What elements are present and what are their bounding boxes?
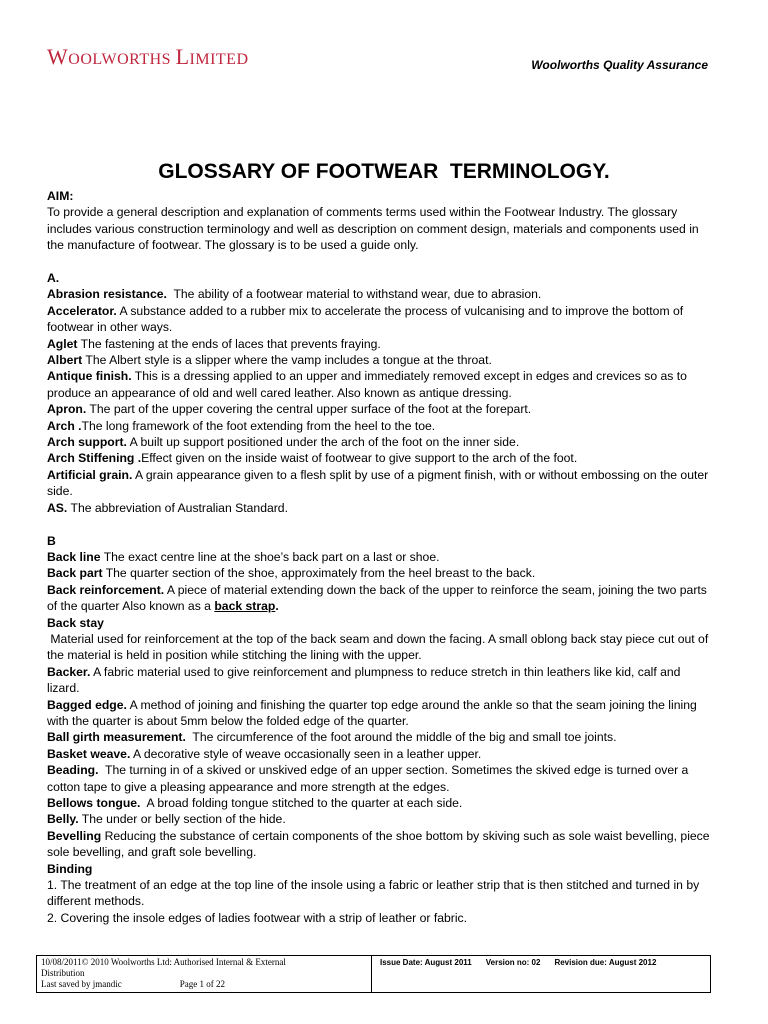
glossary-definition: A fabric material used to give reinforcement and plumpness to reduce stretch in thin leathers like kid, calf and lizard. bbox=[47, 664, 684, 696]
footer-version: Version no: 02 bbox=[485, 958, 541, 967]
glossary-entry bbox=[47, 418, 715, 434]
glossary-term: Beading. bbox=[47, 763, 99, 778]
glossary-entry bbox=[47, 664, 715, 697]
glossary-entry bbox=[47, 828, 715, 861]
glossary-definition: 2. Covering the insole edges of ladies footwear with a strip of leather or fabric. bbox=[47, 910, 468, 925]
logo-letter: L bbox=[175, 44, 190, 69]
section-heading: A. bbox=[47, 271, 60, 286]
glossary-definition: A built up support positioned under the arch of the foot on the inner side. bbox=[126, 435, 520, 450]
footer-issue-date: Issue Date: August 2011 bbox=[380, 958, 472, 967]
glossary-definition: The Albert style is a slipper where the vamp includes a tongue at the throat. bbox=[82, 353, 492, 368]
glossary-term: Antique finish. bbox=[47, 369, 132, 384]
glossary-entry bbox=[47, 877, 715, 910]
footer-info bbox=[37, 956, 372, 992]
glossary-entry bbox=[47, 286, 715, 302]
glossary-term: Binding bbox=[47, 861, 93, 876]
glossary-entry bbox=[47, 615, 715, 631]
glossary-term: Accelerator. bbox=[47, 303, 117, 318]
glossary-term: Back line bbox=[47, 549, 101, 564]
glossary-term: Backer. bbox=[47, 664, 91, 679]
glossary-term: Basket weave. bbox=[47, 746, 131, 761]
glossary-entry bbox=[47, 467, 715, 500]
glossary-definition: The long framework of the foot extending from the heel to the toe. bbox=[81, 418, 436, 433]
footer-distribution: Distribution bbox=[41, 968, 85, 978]
glossary-term: Bagged edge. bbox=[47, 697, 127, 712]
glossary-term: Back stay bbox=[47, 615, 104, 630]
footer-saved-by: Last saved by jmandic bbox=[41, 979, 122, 989]
footer-revision-due: Revision due: August 2012 bbox=[554, 958, 657, 967]
glossary-entry bbox=[47, 450, 715, 466]
footer-page-number: Page 1 of 22 bbox=[179, 979, 225, 989]
glossary-definition: The exact centre line at the shoe’s back part on a last or shoe. bbox=[100, 549, 440, 564]
glossary-link[interactable]: back strap bbox=[214, 599, 276, 614]
glossary-definition: This is a dressing applied to an upper and immediately removed except in edges and crevices so as to produce an appearance of old and well cared leather. Also known as antique dressing. bbox=[47, 369, 691, 400]
glossary-entry bbox=[47, 352, 715, 368]
glossary-definition: A piece of material extending down the back of the upper to reinforce the seam, joining the two parts of the quarter Also known as a bbox=[47, 582, 711, 614]
glossary-definition: Effect given on the inside waist of footwear to give support to the arch of the foot. bbox=[141, 451, 578, 466]
glossary-entry bbox=[47, 303, 715, 336]
glossary-term: Back reinforcement. bbox=[47, 582, 165, 597]
glossary-definition: A decorative style of weave occasionally seen in a leather upper. bbox=[130, 746, 482, 761]
glossary-tail: . bbox=[275, 599, 279, 614]
glossary-term: Arch . bbox=[47, 418, 82, 433]
logo-letter: W bbox=[47, 44, 69, 69]
glossary-entry bbox=[47, 729, 715, 745]
glossary-definition: Reducing the substance of certain components of the shoe bottom by skiving such as sole waist bevelling, piece sole bevelling, and graft sole bevelling. bbox=[47, 828, 713, 860]
aim-text: To provide a general description and explanation of comments terms used within the Footwear Industry. The glossary includes various construction terminology and well as description on comment design, materials and components used in the manufacture of footwear. The glossary is to be used a guide only. bbox=[47, 205, 699, 253]
glossary-definition: The turning in of a skived or unskived edge of an upper section. Sometimes the skived edge is turned over a cotton tape to give a pleasing appearance and more strength at the edges. bbox=[47, 763, 692, 794]
glossary-entry bbox=[47, 795, 715, 811]
glossary-definition: A grain appearance given to a flesh split by use of a pigment finish, with or without embossing on the outer side. bbox=[47, 467, 712, 499]
glossary-entry bbox=[47, 500, 715, 516]
glossary-term: Apron. bbox=[47, 402, 87, 417]
aim-heading: AIM: bbox=[47, 189, 74, 203]
glossary-entry bbox=[47, 368, 715, 401]
glossary-entry bbox=[47, 861, 715, 877]
glossary-term: Arch Stiffening . bbox=[47, 451, 142, 466]
document-body bbox=[47, 188, 715, 926]
logo-text: IMITED bbox=[189, 51, 249, 68]
glossary-definition: The under or belly section of the hide. bbox=[78, 812, 286, 827]
glossary-definition: The abbreviation of Australian Standard. bbox=[67, 500, 288, 515]
glossary-term: Belly. bbox=[47, 812, 79, 827]
glossary-definition: Material used for reinforcement at the top of the back seam and down the facing. A small oblong back stay piece cut out of the material is held in position while stitching the lining with the upper. bbox=[47, 631, 712, 663]
glossary-term: Back part bbox=[47, 566, 103, 581]
footer-saved-line bbox=[41, 979, 367, 990]
glossary-entry bbox=[47, 582, 715, 615]
glossary-entry bbox=[47, 565, 715, 581]
qa-label: Woolworths Quality Assurance bbox=[531, 58, 708, 72]
page-footer bbox=[36, 955, 711, 993]
glossary-definition: The fastening at the ends of laces that prevents fraying. bbox=[77, 336, 381, 351]
glossary-term: Bevelling bbox=[47, 828, 102, 843]
glossary-entry bbox=[47, 434, 715, 450]
glossary-entry bbox=[47, 746, 715, 762]
glossary-entry bbox=[47, 401, 715, 417]
glossary-definition: The part of the upper covering the central upper surface of the foot at the forepart. bbox=[86, 402, 532, 417]
glossary-entry bbox=[47, 910, 715, 926]
glossary-definition: 1. The treatment of an edge at the top line of the insole using a fabric or leather strip that is then stitched and turned in by different methods. bbox=[47, 878, 703, 909]
glossary-entry bbox=[47, 631, 715, 664]
glossary-term: Albert bbox=[47, 353, 83, 368]
document-title: GLOSSARY OF FOOTWEAR TERMINOLOGY. bbox=[158, 160, 610, 183]
glossary-term: Aglet bbox=[47, 336, 78, 351]
glossary-definition: The ability of a footwear material to withstand wear, due to abrasion. bbox=[166, 287, 542, 302]
company-logo bbox=[47, 44, 249, 70]
glossary-definition: A method of joining and finishing the quarter top edge around the ankle so that the seam joining the lining with the quarter is about 5mm below the folded edge of the quarter. bbox=[47, 697, 701, 728]
glossary-term: Ball girth measurement. bbox=[47, 730, 186, 745]
glossary-entry bbox=[47, 697, 715, 730]
section-heading: B bbox=[47, 533, 56, 548]
glossary-term: AS. bbox=[47, 500, 68, 515]
section-b-entries bbox=[47, 549, 715, 926]
glossary-term: Abrasion resistance. bbox=[47, 287, 167, 302]
glossary-entry bbox=[47, 762, 715, 795]
footer-meta bbox=[372, 956, 710, 992]
glossary-term: Bellows tongue. bbox=[47, 796, 141, 810]
glossary-entry bbox=[47, 549, 715, 565]
glossary-definition: A substance added to a rubber mix to accelerate the process of vulcanising and to improve the bottom of footwear in other ways. bbox=[47, 303, 687, 335]
logo-text: OOLWORTHS bbox=[68, 51, 172, 68]
glossary-definition: The quarter section of the shoe, approximately from the heel breast to the back. bbox=[102, 566, 536, 581]
footer-copyright: 10/08/2011© 2010 Woolworths Ltd: Authorised Internal & External bbox=[41, 957, 286, 967]
glossary-definition: A broad folding tongue stitched to the quarter at each side. bbox=[140, 796, 463, 810]
section-a-entries bbox=[47, 286, 715, 516]
glossary-entry bbox=[47, 336, 715, 352]
glossary-term: Arch support. bbox=[47, 435, 127, 450]
glossary-entry bbox=[47, 811, 715, 827]
glossary-term: Artificial grain. bbox=[47, 467, 133, 482]
glossary-definition: The circumference of the foot around the middle of the big and small toe joints. bbox=[185, 730, 617, 745]
